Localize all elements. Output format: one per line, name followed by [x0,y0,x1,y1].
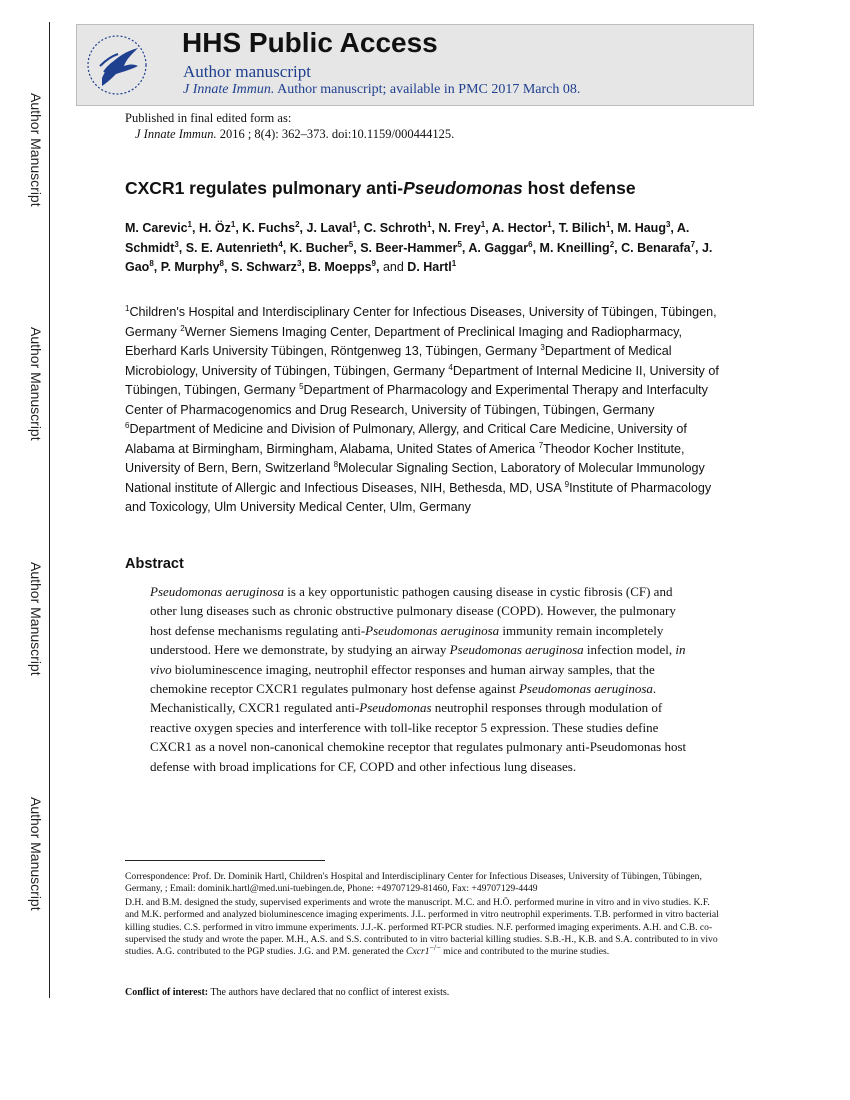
author-name: K. Fuchs [242,221,296,235]
affiliation-marker: 1 [426,219,432,229]
author-name: M. Carevic [125,221,188,235]
affiliation-text: Werner Siemens Imaging Center, Department of Preclinical Imaging and Radiopharmacy, Eberhard Karls University Tübingen, Röntgenweg 13, Tübingen, Germany [125,324,682,358]
author-name: T. Bilich [558,221,606,235]
journal-availability: J Innate Immun. Author manuscript; available in PMC 2017 March 08. [183,82,581,97]
affiliation-marker: 8 [149,258,154,268]
correspondence-note: Correspondence: Prof. Dr. Dominik Hartl, Children's Hospital and Interdisciplinary Center for Infectious Diseases, University of Tübingen, Tübingen, Germany, ; Email: dominik.hartl@med.uni-tuebingen.de, Phone: +49707129-81460, Fax: +49707129-4449 [125,871,702,895]
affiliation-text: Molecular Signaling Section, Laboratory of Molecular Immunology National institute of Allergic and Infectious Diseases, NIH, Bethesda, MD, USA [125,461,705,495]
affiliation-number: 4 [448,362,453,372]
footnote-rule [125,860,325,861]
side-label: Author Manuscript [28,93,44,207]
author-name: S. Beer-Hammer [360,240,458,255]
affiliation-marker: 1 [480,219,486,229]
author-name: H. Öz [198,221,231,235]
abstract-segment: in vivo [150,642,686,677]
author-name: C. Schroth [363,221,427,235]
affiliation-number: 7 [538,440,544,450]
hhs-eagle-logo-icon [82,30,152,100]
affiliation-marker: 4 [278,239,283,249]
affiliation-marker: 1 [352,219,357,229]
author-name: K. Bucher [289,240,349,255]
affiliation-number: 9 [564,479,570,489]
abstract-segment: . Mechanistically, CXCR1 regulated anti- [150,681,657,716]
abstract-segment: is a key opportunistic pathogen causing disease in cystic fibrosis (CF) and other lung diseases such as chronic obstructive pulmonary disease (COPD). However, the pulmonary host defense mechanisms regulating anti- [150,584,676,638]
hhs-title: HHS Public Access [182,27,438,58]
author-name: M. Kneilling [539,240,610,255]
abstract-segment: Pseudomonas aeruginosa [150,584,284,599]
abstract-segment: neutrophil responses through modulation of reactive oxygen species and interference with toll-like receptor 5 expression. These studies define CXCR1 as a novel non-canonical chemokine receptor that regulates pulmonary anti-Pseudomonas host defense with broad implications for CF, COPD and other infectious lung diseases. [150,700,687,774]
affiliation-text: Children's Hospital and Interdisciplinary Center for Infectious Diseases, University of Tübingen, Tübingen, Germany [125,305,717,339]
abstract-segment: Pseudomonas aeruginosa [518,681,653,697]
paper-title: CXCR1 regulates pulmonary anti-Pseudomonas host defense [125,178,636,198]
abstract-heading: Abstract [125,556,184,572]
affiliation-marker: 1 [547,219,552,229]
affiliation-marker: 7 [690,239,696,249]
author-name: B. Moepps [308,260,372,274]
abstract-segment: Pseudomonas aeruginosa [449,642,584,658]
abstract-segment: bioluminescence imaging, neutrophil effector responses and human airway samples, that the chemokine receptor CXCR1 regulates pulmonary host defense against [150,661,655,697]
affiliation-number: 2 [180,323,185,333]
affiliation-marker: 2 [609,239,615,249]
affiliation-marker: 3 [296,258,302,268]
abstract-body [150,582,695,776]
author-name: J. Gao [125,240,713,274]
affiliation-marker: 3 [665,219,671,229]
author-name: C. Benarafa [621,240,691,255]
author-list: M. Carevic$^1$, H. $Öz^1$, K. Fuchs$^2$, J. Laval$^1$, C. Schroth$^1$, N. Frey$^1$, A. Hector$^1$, T. Bilich$^1$, M. Haug$^3$, A. Schmidt$^3$, S. E. Autenrieth$^4$, K. Bucher$^5$, S. Beer-Hammer$^5$, A. Gaggar$^6$, M. Kneilling$^2$, C. Benarafa$^7$, J. Gao$^8$, P. Murphy$^8$, S. Schwarz$^3$, B. Moepps$^9$, and D. Hartl$^1$ [125,219,713,274]
affiliations [125,303,725,518]
author-manuscript-label: Author manuscript [183,62,311,81]
contributions-note: D.H. and B.M. designed the study, supervised experiments and wrote the manuscript. M.C. and H.Ö. performed murine in vitro and in vivo studies. K.F. and M.K. performed and analyzed bioluminescence imaging experiments. J.L. performed in vitro neutrophil experiments. T.B. performed in vitro bacterial killing studies. C.S. performed in vitro immune experiments. J.J.-K. performed RT-PCR studies. N.F. performed imaging experiments. A.H. and C.B. co-supervised the study and wrote the paper. M.H., A.S. and S.S. contributed to in vitro bacterial killing studies. S.B.-H., K.B. and S.A. contributed to in vivo studies. A.G. contributed to the PGP studies. J.G. and P.M. generated the Cxcr1−/− mice and contributed to the murine studies. [125,896,719,958]
affiliation-text: Department of Pharmacology and Experimental Therapy and Interfaculty Center of Pharmacogenomics and Drug Research, University of Tübingen, Tübingen, Germany [125,383,708,417]
conflict-of-interest: Conflict of interest: The authors have declared that no conflict of interest exists. [125,987,450,998]
author-name: S. Schwarz [230,260,297,274]
affiliation-number: 8 [333,459,339,469]
author-name: P. Murphy [160,260,220,274]
affiliation-marker: 1 [187,219,192,229]
author-name: D. Hartl [407,260,452,274]
abstract-segment: immunity remain incompletely understood. Here we demonstrate, by studying an airway [150,622,664,658]
affiliation-text: Department of Medicine and Division of Pulmonary, Allergy, and Critical Care Medicine, University of Alabama at Birmingham, Birmingham, Alabama, United States of America [125,422,687,456]
affiliation-marker: 1 [605,219,611,229]
abstract-segment: Pseudomonas [359,700,432,716]
author-name: S. E. Autenrieth [185,240,279,255]
author-name: A. Schmidt [125,221,690,255]
author-conjunction: and [382,260,404,274]
affiliation-number: 3 [540,342,545,352]
margin-rule [49,22,50,998]
affiliation-marker: 9 [371,258,376,268]
author-name: J. Laval [306,221,353,235]
affiliation-marker: 1 [230,219,236,229]
publication-info: Published in final edited form as: J Innate Immun. 2016 ; 8(4): 362–373. doi:10.1159/000444125. [125,111,455,141]
affiliation-marker: 3 [174,239,179,249]
affiliation-text: Department of Internal Medicine II, University of Tübingen, Tübingen, Germany [125,363,719,397]
affiliation-marker: 5 [457,239,462,249]
author-name: A. Gaggar [468,240,529,255]
affiliation-marker: 6 [528,239,533,249]
affiliation-marker: 2 [295,219,300,229]
abstract-segment: infection model, [583,642,676,658]
affiliation-number: 5 [299,381,304,391]
affiliation-text: Department of Medical Microbiology, University of Tübingen, Tübingen, Germany [125,344,672,378]
affiliation-text: Institute of Pharmacology and Toxicology, Ulm University Medical Center, Ulm, Germany [125,480,712,514]
author-name: A. Hector [491,221,548,235]
side-label: Author Manuscript [28,562,44,676]
author-name: M. Haug [617,221,666,235]
affiliation-number: 1 [125,303,130,313]
author-name: N. Frey [438,221,481,235]
abstract-segment: Pseudomonas aeruginosa [365,622,500,638]
affiliation-text: Theodor Kocher Institute, University of Bern, Bern, Switzerland [125,441,685,475]
affiliation-marker: 5 [348,239,354,249]
side-label: Author Manuscript [28,797,44,911]
affiliation-number: 6 [125,420,130,430]
affiliation-marker: 8 [219,258,224,268]
affiliation-marker: 1 [451,258,457,268]
side-label: Author Manuscript [28,327,44,441]
footnotes [125,871,725,960]
